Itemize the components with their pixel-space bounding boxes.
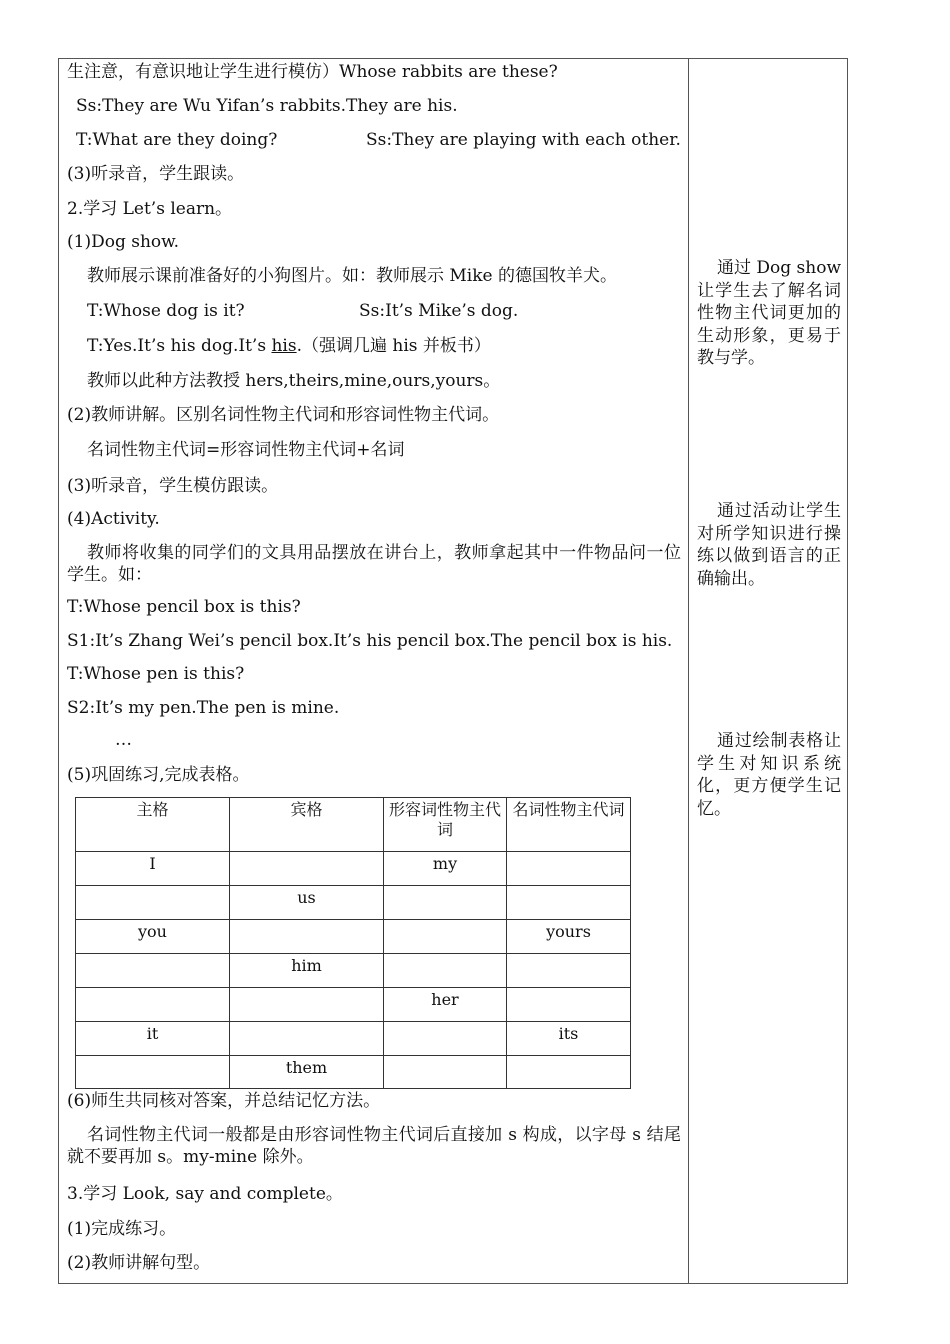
table-cell xyxy=(384,1056,507,1089)
column-divider xyxy=(688,58,689,1284)
table-cell xyxy=(384,954,507,988)
text-line: T:Whose pencil box is this? xyxy=(67,597,301,617)
table-cell xyxy=(76,954,230,988)
table-cell xyxy=(76,1056,230,1089)
side-note: 通过 Dog show 让学生去了解名词性物主代词更加的生动形象，更易于教与学。 xyxy=(697,258,842,368)
table-cell xyxy=(507,988,631,1022)
table-cell: her xyxy=(384,988,507,1022)
header-cell: 形容词性物主代词 xyxy=(384,798,507,852)
text-line: (3)听录音，学生跟读。 xyxy=(67,164,245,184)
table-cell xyxy=(384,886,507,920)
table-cell: I xyxy=(76,852,230,886)
table-cell xyxy=(230,1022,384,1056)
text-line: (2)教师讲解。区别名词性物主代词和形容词性物主代词。 xyxy=(67,405,500,425)
table-cell xyxy=(230,920,384,954)
header-cell: 主格 xyxy=(76,798,230,852)
table-cell xyxy=(507,852,631,886)
text-segment: .（强调几遍 his 并板书） xyxy=(296,336,491,356)
text-line: Ss:They are Wu Yifan’s rabbits.They are his. xyxy=(76,96,458,116)
side-note: 通过绘制表格让学生对知识系统化，更方便学生记忆。 xyxy=(697,731,841,819)
table-cell: its xyxy=(507,1022,631,1056)
text-line: (5)巩固练习,完成表格。 xyxy=(67,765,250,785)
text-line: T:Whose pen is this? xyxy=(67,664,245,684)
text-line: (6)师生共同核对答案，并总结记忆方法。 xyxy=(67,1091,381,1111)
text-line: (2)教师讲解句型。 xyxy=(67,1253,211,1273)
text-line: (1)Dog show. xyxy=(67,232,180,252)
text-line: (1)完成练习。 xyxy=(67,1219,177,1239)
paragraph: 名词性物主代词一般都是由形容词性物主代词后直接加 s 构成，以字母 s 结尾就不要再加 s。my-mine 除外。 xyxy=(67,1125,681,1167)
text-line: Ss:They are playing with each other. xyxy=(366,130,681,150)
text-line: T:Whose dog is it? xyxy=(87,301,245,321)
table-cell xyxy=(507,886,631,920)
text-line xyxy=(87,336,491,356)
text-line: 教师展示课前准备好的小狗图片。如：教师展示 Mike 的德国牧羊犬。 xyxy=(87,266,618,286)
underlined-word: his xyxy=(271,336,297,356)
table-cell: it xyxy=(76,1022,230,1056)
text-line: 2.学习 Let’s learn。 xyxy=(67,199,233,219)
text-line: (4)Activity. xyxy=(67,509,160,529)
table-cell xyxy=(507,954,631,988)
paragraph: 教师将收集的同学们的文具用品摆放在讲台上，教师拿起其中一件物品问一位学生。如： xyxy=(67,543,681,585)
ellipsis: … xyxy=(115,730,132,750)
header-cell: 宾格 xyxy=(230,798,384,852)
text-line: 3.学习 Look, say and complete。 xyxy=(67,1184,343,1204)
text-line: (3)听录音，学生模仿跟读。 xyxy=(67,476,279,496)
table-cell xyxy=(230,988,384,1022)
side-note: 通过活动让学生对所学知识进行操练以做到语言的正确输出。 xyxy=(697,501,841,589)
text-line: S2:It’s my pen.The pen is mine. xyxy=(67,698,340,718)
table-cell: my xyxy=(384,852,507,886)
table-cell: us xyxy=(230,886,384,920)
table-cell: him xyxy=(230,954,384,988)
table-cell xyxy=(384,920,507,954)
text-line: 教师以此种方法教授 hers,theirs,mine,ours,yours。 xyxy=(87,371,501,391)
table-cell xyxy=(384,1022,507,1056)
text-line: T:What are they doing? xyxy=(76,130,278,150)
pronoun-table xyxy=(75,797,631,1089)
table-cell xyxy=(76,886,230,920)
table-cell xyxy=(76,988,230,1022)
text-segment: T:Yes.It’s his dog.It’s xyxy=(87,336,272,356)
table-cell xyxy=(230,852,384,886)
table-cell: you xyxy=(76,920,230,954)
table-cell: yours xyxy=(507,920,631,954)
table-cell xyxy=(507,1056,631,1089)
text-line: S1:It’s Zhang Wei’s pencil box.It’s his pencil box.The pencil box is his. xyxy=(67,631,673,651)
text-line: 生注意，有意识地让学生进行模仿）Whose rabbits are these? xyxy=(67,62,558,82)
table-cell: them xyxy=(230,1056,384,1089)
header-cell: 名词性物主代词 xyxy=(507,798,631,852)
text-line: Ss:It’s Mike’s dog. xyxy=(359,301,519,321)
text-line: 名词性物主代词=形容词性物主代词+名词 xyxy=(87,440,405,460)
